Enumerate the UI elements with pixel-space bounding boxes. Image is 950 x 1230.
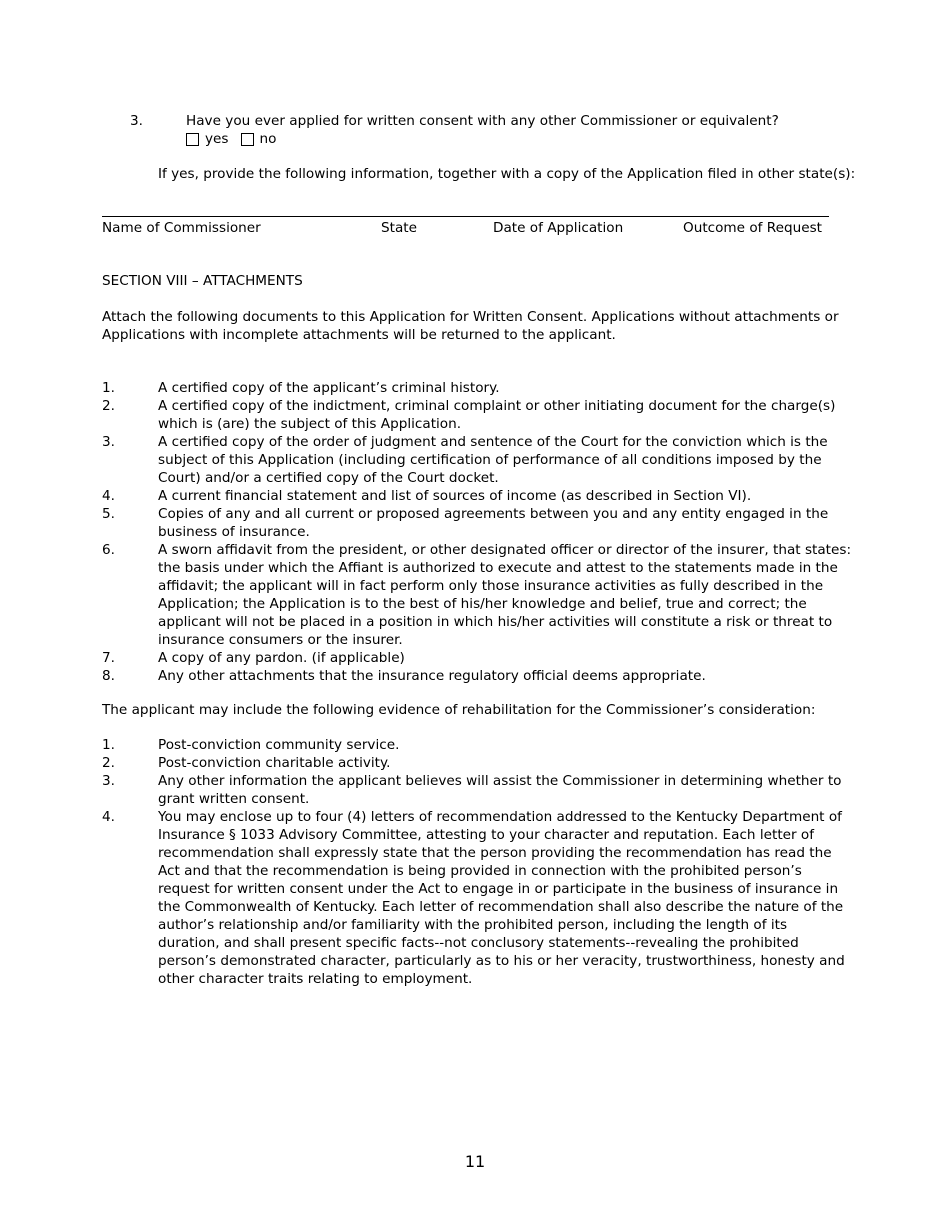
question-3-text: Have you ever applied for written consent with any other Commissioner or equivalent? — [186, 113, 779, 129]
if-yes-instruction: If yes, provide the following information, together with a copy of the Application filed in other state(s): — [158, 166, 856, 182]
list-item: 1. Post-conviction community service. — [102, 737, 400, 753]
section-title: SECTION VIII – ATTACHMENTS — [102, 273, 303, 289]
yes-option[interactable] — [186, 130, 229, 148]
no-label: no — [259, 131, 277, 147]
yes-checkbox[interactable] — [186, 133, 199, 146]
column-outcome-of-request: Outcome of Request — [683, 220, 823, 236]
list-item: 3. A certified copy of the order of judgment and sentence of the Court for the conviction which is the subject of this Application (including certification of performance of all conditions imposed by the Court) and/or a certified copy of the Court docket. — [102, 434, 828, 486]
rehabilitation-list — [102, 736, 852, 988]
no-checkbox[interactable] — [241, 133, 254, 146]
rehabilitation-intro: The applicant may include the following evidence of rehabilitation for the Commissioner’s consideration: — [102, 702, 816, 718]
signature-rule — [102, 216, 829, 217]
list-item: 2. Post-conviction charitable activity. — [102, 755, 391, 771]
attachments-list — [102, 379, 852, 685]
column-state: State — [381, 220, 417, 236]
list-item: 6. A sworn affidavit from the president, or other designated officer or director of the insurer, that states: the basis under which the Affiant is authorized to execute and attest to the statements made in the affidavit; the applicant will in fact perform only those insurance activities as fully described in the Application; the Application is to the best of his/her knowledge and belief, true and correct; the applicant will not be placed in a position in which his/her activities will constitute a risk or threat to insurance consumers or the insurer. — [102, 542, 852, 648]
list-item: 7. A copy of any pardon. (if applicable) — [102, 650, 405, 666]
column-date-of-application: Date of Application — [493, 220, 624, 236]
yes-label: yes — [205, 131, 229, 147]
question-3-number: 3. — [130, 113, 143, 129]
list-item: 3. Any other information the applicant believes will assist the Commissioner in determining whether to grant written consent. — [102, 773, 842, 807]
list-item: 4. You may enclose up to four (4) letters of recommendation addressed to the Kentucky Department of Insurance § 1033 Advisory Committee, attesting to your character and reputation. Each letter of recommendation shall expressly state that the person providing the recommendation has read the Act and that the recommendation is being provided in connection with the prohibited person’s request for written consent under the Act to engage in or participate in the business of insurance in the Commonwealth of Kentucky. Each letter of recommendation shall also describe the nature of the author’s relationship and/or familiarity with the prohibited person, including the length of its duration, and shall present specific facts--not conclusory statements--revealing the prohibited person’s demonstrated character, particularly as to his or her veracity, trustworthiness, honesty and other character traits relating to employment. — [102, 809, 845, 987]
list-item: 2. A certified copy of the indictment, criminal complaint or other initiating document for the charge(s) which is (are) the subject of this Application. — [102, 398, 836, 432]
section-intro: Attach the following documents to this Application for Written Consent. Applications without attachments or Applications with incomplete attachments will be returned to the applicant. — [102, 309, 839, 343]
page-number: 11 — [464, 1152, 486, 1171]
list-item: 8. Any other attachments that the insurance regulatory official deems appropriate. — [102, 668, 706, 684]
no-option[interactable] — [241, 130, 277, 148]
question-3-options — [186, 130, 282, 148]
list-item: 4. A current financial statement and list of sources of income (as described in Section VI). — [102, 488, 752, 504]
column-name-of-commissioner: Name of Commissioner — [102, 220, 261, 236]
list-item: 5. Copies of any and all current or proposed agreements between you and any entity engaged in the business of insurance. — [102, 506, 829, 540]
list-item: 1. A certified copy of the applicant’s criminal history. — [102, 380, 500, 396]
